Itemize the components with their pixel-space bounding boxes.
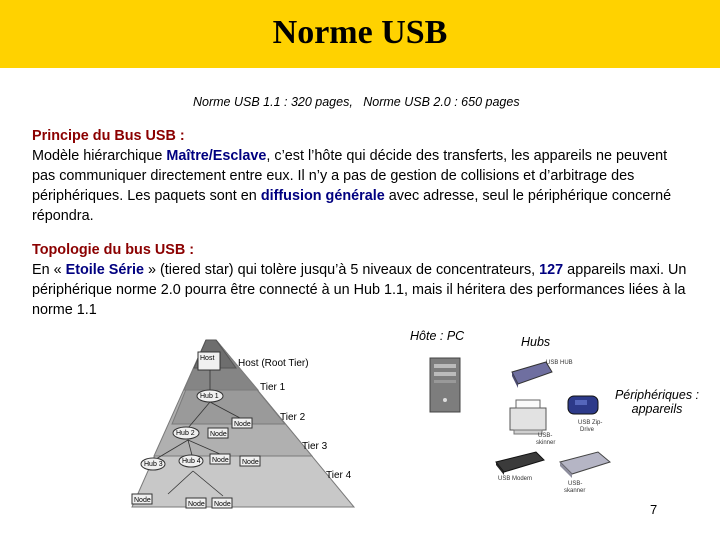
pyramid-tier4-label: Tier 4 (326, 470, 352, 481)
pyramid-node-tier3b-label: Node (242, 459, 259, 466)
skinner-label-line1: USB- (538, 433, 553, 439)
slide-title: Norme USB (272, 14, 448, 51)
pyramid-node-tier4b-label: Node (188, 501, 205, 508)
section-principe-text (32, 146, 692, 226)
scanner-label-line1: USB- (568, 481, 583, 487)
section-topologie (32, 240, 692, 320)
topologie-text-1: En « (32, 262, 66, 278)
pyramid-node-tier4c-label: Node (214, 501, 231, 508)
slide-subtitle: Norme USB 1.1 : 320 pages, Norme USB 2.0 : 650 pages (193, 95, 520, 109)
scanner-label-line2: skanner (564, 488, 586, 494)
printer-icon (510, 400, 546, 434)
pyramid-node-tier3a-label: Node (212, 457, 229, 464)
zip-drive-label-line1: USB Zip- (578, 420, 603, 426)
pyramid-hub3-label: Hub 3 (144, 461, 163, 468)
scanner-icon (560, 452, 610, 478)
section-topologie-heading: Topologie du bus USB : (32, 242, 195, 258)
pyramid-host-box-label: Host (200, 355, 215, 362)
peripherals-label-line2: appareils (631, 402, 683, 416)
pyramid-host-label: Host (Root Tier) (238, 358, 309, 369)
pyramid-hub2-label: Hub 2 (176, 430, 195, 437)
principe-text-2: , c’est l’hôte qui décide des transferts, les appareils ne peuvent pas communiquer directement entre eux. Il n’y a pas de gestion de collisions et d’arbitrage des périphériques. Les paquets sont en (32, 148, 668, 204)
pyramid-hub1-label: Hub 1 (200, 393, 219, 400)
pyramid-node-tier1-label: Node (234, 421, 251, 428)
zip-drive-icon (568, 396, 598, 414)
topologie-text-3: appareils maxi. Un périphérique norme 2.0 pourra être connecté à un Hub 1.1, mais il héritera des performances liées à la norme 1.1 (32, 262, 687, 318)
usb-modem-label: USB Modem (498, 476, 533, 482)
principe-text-3: avec adresse, seul le périphérique concerné répondra. (32, 188, 672, 224)
topologie-highlight-etoile: Etoile Série (65, 262, 144, 278)
peripherals-label (607, 388, 707, 416)
pyramid-tier2-label: Tier 2 (280, 412, 306, 423)
section-principe (32, 126, 692, 226)
page-number: 7 (650, 502, 658, 517)
skinner-label-line2: skinner (536, 440, 556, 446)
peripherals-label-line1: Périphériques : (614, 388, 700, 402)
usb-modem-icon (496, 452, 544, 475)
pyramid-node-tier4a-label: Node (134, 497, 151, 504)
pyramid-node-tier2-label: Node (210, 431, 227, 438)
usb-devices-illustration (420, 350, 620, 500)
topologie-highlight-127: 127 (539, 262, 564, 278)
pc-tower-icon (430, 358, 460, 412)
pyramid-tier3-label: Tier 3 (302, 441, 328, 452)
topologie-text-2: » (tiered star) qui tolère jusqu’à 5 niveaux de concentrateurs, (144, 262, 540, 278)
hubs-label: Hubs (521, 335, 551, 349)
host-pc-label: Hôte : PC (410, 329, 465, 343)
section-topologie-text (32, 260, 692, 320)
principe-highlight-maitre-esclave: Maître/Esclave (166, 148, 267, 164)
usb-tier-pyramid (128, 332, 368, 517)
zip-drive-label-line2: Drive (580, 427, 595, 433)
principe-highlight-diffusion: diffusion générale (260, 188, 385, 204)
usb-hub-label: USB HUB (546, 360, 573, 366)
pyramid-tier1-label: Tier 1 (260, 382, 286, 393)
pyramid-hub4-label: Hub 4 (182, 458, 201, 465)
principe-text-1: Modèle hiérarchique (32, 148, 167, 164)
section-principe-heading: Principe du Bus USB : (32, 128, 185, 144)
